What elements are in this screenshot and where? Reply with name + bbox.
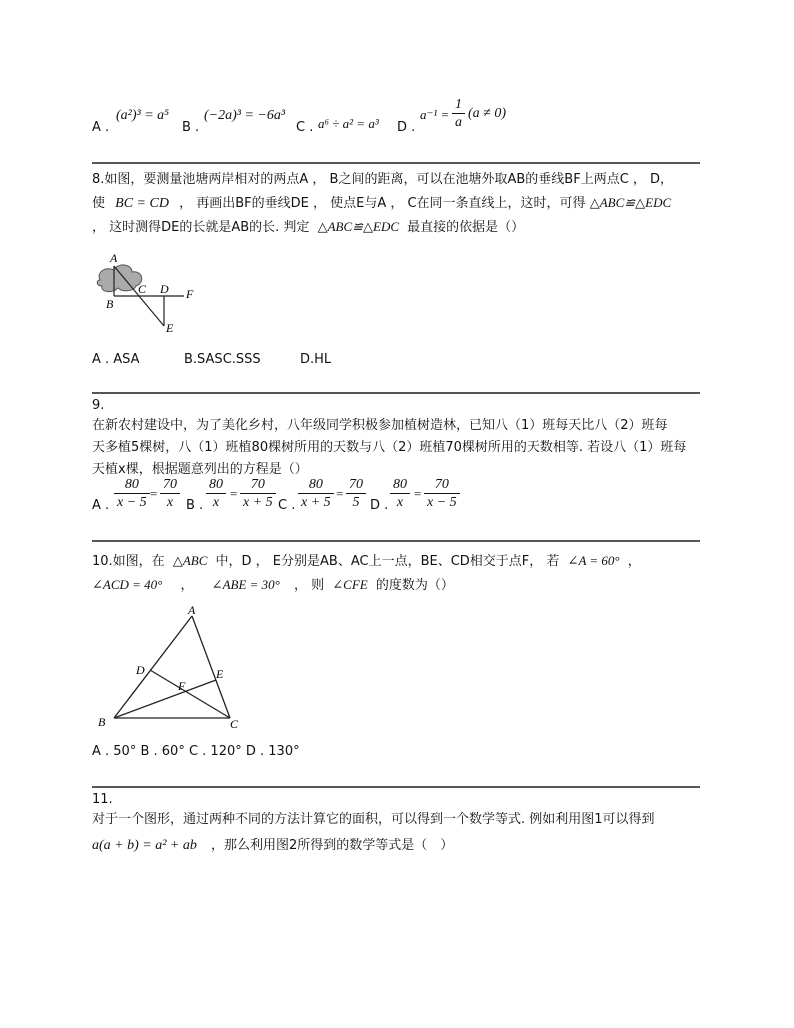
q7-options <box>92 97 612 140</box>
pond-shape <box>97 265 142 292</box>
q9-option-a-label: A . <box>92 498 110 513</box>
q9-option-d-label: D . <box>370 498 389 513</box>
section-divider <box>92 162 700 164</box>
fraction-denominator: 5 <box>352 495 360 510</box>
q11-line-1: 对于一个图形，通过两种不同的方法计算它的面积，可以得到一个数学等式. 例如利用图1可以得到 <box>92 812 655 827</box>
q9-a-frac-1 <box>114 476 150 511</box>
q10-comma: ， <box>180 578 194 593</box>
equals-sign: = <box>230 486 238 501</box>
fraction-denominator: a <box>455 115 462 130</box>
q9-b-frac-2 <box>240 476 276 511</box>
q8-pond-figure <box>92 252 202 334</box>
q10-line-2-text-f: 的度数为（） <box>375 578 454 593</box>
side-ab <box>114 616 192 718</box>
q8-bc-eq-cd: BC = CD <box>115 196 169 211</box>
q9-d-frac-2 <box>424 476 460 511</box>
q8-congruence-2: △ABC≌△EDC <box>317 219 400 234</box>
q10-angle-abe: ∠ABE = 30° <box>211 577 280 592</box>
q10-line-2 <box>92 574 454 593</box>
q7-option-b-expr: (−2a)³ = −6a³ <box>204 108 286 123</box>
q9-number: 9. <box>92 398 105 413</box>
q8-line-2-text-c: ， 再画出BF的垂线DE ， 使点E与A ， C在同一条直线上，这时，可得 <box>179 196 586 211</box>
q10-angle-a: ∠A = 60° <box>567 553 620 568</box>
q9-option-c-label: C . <box>278 498 296 513</box>
label-c: C <box>138 282 147 296</box>
fraction-numerator: 1 <box>452 96 465 114</box>
label-a: A <box>110 252 118 265</box>
q8-option-b-c: B.SASC.SSS <box>184 352 261 367</box>
q8-option-a: A . ASA <box>92 352 140 367</box>
q11-line-2 <box>92 834 453 854</box>
fraction-numerator: 80 <box>114 476 150 494</box>
q9-c-frac-2 <box>346 476 366 511</box>
fraction-numerator: 70 <box>346 476 366 494</box>
label-e: E <box>166 321 174 334</box>
q9-b-frac-1 <box>206 476 226 511</box>
q11-example-equation: a(a + b) = a² + ab <box>92 838 197 853</box>
fraction-denominator: x <box>166 495 174 510</box>
side-ac <box>192 616 230 718</box>
q7-option-a-expr: (a²)³ = a⁵ <box>116 108 170 123</box>
q10-options: A . 50° B . 60° C . 120° D . 130° <box>92 744 300 759</box>
q9-d-frac-1 <box>390 476 410 511</box>
q10-triangle-figure <box>92 604 252 732</box>
q8-line-2-text-a: 使 <box>92 196 106 211</box>
label-d: D <box>160 282 169 296</box>
q8-line-3 <box>92 216 524 235</box>
q8-line-1: 8.如图，要测量池塘两岸相对的两点A ， B之间的距离，可以在池塘外取AB的垂线BF上两点C ， D， <box>92 172 674 187</box>
q7-option-c-expr: a⁶ ÷ a² = a³ <box>318 116 379 131</box>
q8-line-3-text-c: 最直接的依据是（） <box>407 220 525 235</box>
q7-option-d-condition: (a ≠ 0) <box>468 106 507 121</box>
q9-line-1: 在新农村建设中，为了美化乡村，八年级同学积极参加植树造林，已知八（1）班每天比八（2）班每 <box>92 418 668 433</box>
q9-c-frac-1 <box>298 476 334 511</box>
section-divider <box>92 786 700 788</box>
label-e: E <box>216 667 224 681</box>
equals-sign: = <box>150 486 158 501</box>
q9-line-2: 天多植5棵树，八（1）班植80棵树所用的天数与八（2）班植70棵树所用的天数相等. 若设八（1）班每 <box>92 440 687 455</box>
label-f: F <box>178 679 186 693</box>
q10-line-2-text-d: ， 则 <box>294 578 325 593</box>
label-b: B <box>98 715 106 729</box>
label-a: A <box>188 604 196 617</box>
q10-angle-acd: ∠ACD = 40° <box>92 577 163 592</box>
fraction-numerator: 80 <box>390 476 410 494</box>
q7-option-d-lhs: a⁻¹ = <box>420 107 450 122</box>
q8-line-3-text-a: ， 这时测得DE的长就是AB的长. 判定 <box>92 220 310 235</box>
q10-triangle-abc: △ABC <box>172 553 208 568</box>
q10-line-1-text-a: 10.如图，在 <box>92 554 165 569</box>
fraction-numerator: 80 <box>298 476 334 494</box>
q10-line-1-text-e: ， <box>627 554 641 569</box>
fraction-denominator: x + 5 <box>301 495 331 510</box>
q8-congruence-1: △ABC≌△EDC <box>589 195 672 210</box>
q7-option-c-label: C . <box>296 120 314 135</box>
label-c: C <box>230 717 239 731</box>
label-b: B <box>106 297 114 311</box>
equals-sign: = <box>414 486 422 501</box>
q7-option-b-label: B . <box>182 120 200 135</box>
q11-line-2-text: ，那么利用图2所得到的数学等式是（ ） <box>211 838 454 853</box>
section-divider <box>92 540 700 542</box>
label-f: F <box>186 287 194 301</box>
fraction-denominator: x + 5 <box>243 495 273 510</box>
section-divider <box>92 392 700 394</box>
q7-option-d-label: D . <box>397 120 416 135</box>
q11-number: 11. <box>92 792 113 807</box>
fraction-denominator: x − 5 <box>427 495 457 510</box>
q10-line-1-text-c: 中，D ， E分别是AB、AC上一点，BE、CD相交于点F， 若 <box>215 554 560 569</box>
fraction-denominator: x <box>396 495 404 510</box>
fraction-denominator: x − 5 <box>117 495 147 510</box>
fraction-numerator: 80 <box>206 476 226 494</box>
fraction-numerator: 70 <box>160 476 180 494</box>
q10-angle-cfe: ∠CFE <box>332 577 368 592</box>
q7-option-d-fraction <box>452 96 465 131</box>
q7-option-a-label: A . <box>92 120 110 135</box>
q9-option-b-label: B . <box>186 498 204 513</box>
q9-a-frac-2 <box>160 476 180 511</box>
q10-line-1 <box>92 550 641 569</box>
label-d: D <box>136 663 145 677</box>
fraction-denominator: x <box>212 495 220 510</box>
fraction-numerator: 70 <box>240 476 276 494</box>
q8-line-2 <box>92 192 671 212</box>
q9-options <box>92 476 512 516</box>
equals-sign: = <box>336 486 344 501</box>
q9-line-3: 天植x棵，根据题意列出的方程是（） <box>92 462 308 477</box>
fraction-numerator: 70 <box>424 476 460 494</box>
q8-option-d: D.HL <box>300 352 332 367</box>
